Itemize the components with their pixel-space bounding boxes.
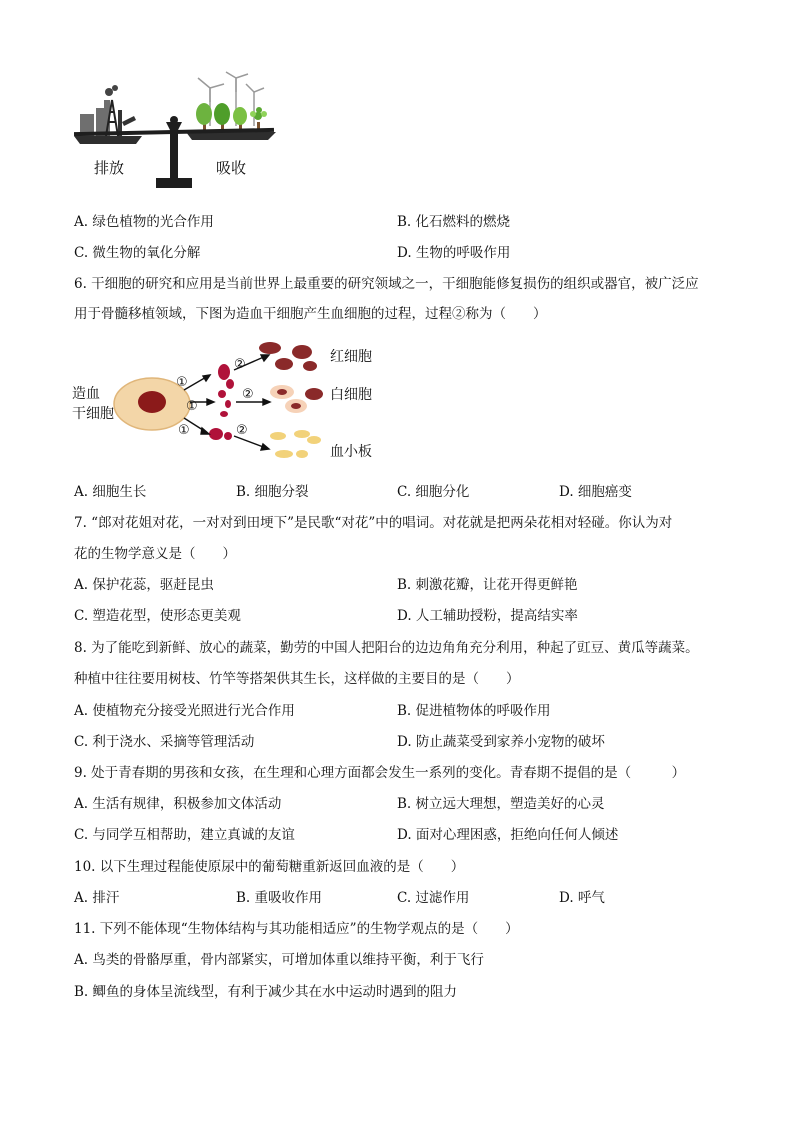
step1-label: ① bbox=[176, 375, 188, 390]
q7-option-b: B. 刺激花瓣，让花开得更鲜艳 bbox=[397, 577, 578, 593]
q6-stem-line1: 6. 干细胞的研究和应用是当前世界上最重要的研究领域之一，干细胞能修复损伤的组织或器官，被广泛应 bbox=[74, 276, 699, 292]
q10-option-c: C. 过滤作用 bbox=[397, 890, 470, 906]
carbon-balance-figure bbox=[70, 70, 280, 192]
q9-option-b: B. 树立远大理想，塑造美好的心灵 bbox=[397, 796, 605, 812]
q6-option-d: D. 细胞癌变 bbox=[559, 484, 632, 500]
white-cell-label: 白细胞 bbox=[330, 387, 372, 403]
q7-option-c: C. 塑造花型，使形态更美观 bbox=[74, 608, 241, 624]
step2-label: ② bbox=[242, 387, 254, 402]
q9-option-d: D. 面对心理困惑，拒绝向任何人倾述 bbox=[397, 827, 619, 843]
q9-option-c: C. 与同学互相帮助，建立真诚的友谊 bbox=[74, 827, 295, 843]
stem-cell-label-1: 造血 bbox=[72, 386, 100, 402]
q8-option-c: C. 利于浇水、采摘等管理活动 bbox=[74, 734, 255, 750]
step2-label: ② bbox=[234, 357, 246, 372]
q7-option-a: A. 保护花蕊，驱赶昆虫 bbox=[74, 577, 214, 593]
q6-option-c: C. 细胞分化 bbox=[397, 484, 470, 500]
red-cell-label: 红细胞 bbox=[330, 349, 372, 365]
q9-option-a: A. 生活有规律，积极参加文体活动 bbox=[74, 796, 282, 812]
platelet-label: 血小板 bbox=[330, 444, 372, 460]
q8-stem-line2: 种植中往往要用树枝、竹竿等搭架供其生长，这样做的主要目的是（ ） bbox=[74, 671, 520, 687]
stem-cell-figure bbox=[70, 336, 390, 466]
q7-stem-line2: 花的生物学意义是（ ） bbox=[74, 546, 236, 562]
q11-stem-line1: 11. 下列不能体现“生物体结构与其功能相适应”的生物学观点的是（ ） bbox=[74, 921, 519, 937]
q9-stem-line1: 9. 处于青春期的男孩和女孩，在生理和心理方面都会发生一系列的变化。青春期不提倡的是（ ） bbox=[74, 765, 686, 781]
q6-option-b: B. 细胞分裂 bbox=[236, 484, 309, 500]
q7-option-d: D. 人工辅助授粉，提高结实率 bbox=[397, 608, 578, 624]
q10-option-a: A. 排汗 bbox=[74, 890, 120, 906]
q5-option-a: A. 绿色植物的光合作用 bbox=[74, 214, 214, 230]
q7-stem-line1: 7. “郎对花姐对花，一对对到田埂下”是民歌“对花”中的唱词。对花就是把两朵花相对轻碰。你认为对 bbox=[74, 515, 673, 531]
q11-option-b: B. 鲫鱼的身体呈流线型，有利于减少其在水中运动时遇到的阻力 bbox=[74, 984, 458, 1000]
q10-option-b: B. 重吸收作用 bbox=[236, 890, 323, 906]
step1-label: ① bbox=[186, 399, 198, 414]
q10-option-d: D. 呼气 bbox=[559, 890, 605, 906]
emission-label: 排放 bbox=[94, 159, 125, 177]
left-pan bbox=[74, 136, 142, 144]
tree-icon bbox=[196, 103, 267, 132]
platelets bbox=[270, 430, 321, 458]
absorption-label: 吸收 bbox=[216, 159, 247, 177]
q6-option-a: A. 细胞生长 bbox=[74, 484, 147, 500]
q5-option-c: C. 微生物的氧化分解 bbox=[74, 245, 201, 261]
q8-stem-line1: 8. 为了能吃到新鲜、放心的蔬菜，勤劳的中国人把阳台的边边角角充分利用，种起了豇豆、黄瓜等蔬菜。 bbox=[74, 640, 699, 656]
step2-label: ② bbox=[236, 423, 248, 438]
q6-stem-line2: 用于骨髓移植领域，下图为造血干细胞产生血细胞的过程，过程②称为（ ） bbox=[74, 306, 547, 322]
q11-option-a: A. 鸟类的骨骼厚重，骨内部紧实，可增加体重以维持平衡，利于飞行 bbox=[74, 952, 484, 968]
q5-option-b: B. 化石燃料的燃烧 bbox=[397, 214, 511, 230]
q8-option-a: A. 使植物充分接受光照进行光合作用 bbox=[74, 703, 295, 719]
step1-label: ① bbox=[178, 423, 190, 438]
white-blood-cells bbox=[270, 385, 323, 413]
q5-option-d: D. 生物的呼吸作用 bbox=[397, 245, 511, 261]
q10-stem-line1: 10. 以下生理过程能使原尿中的葡萄糖重新返回血液的是（ ） bbox=[74, 859, 465, 875]
stem-cell-nucleus bbox=[138, 391, 166, 413]
q8-option-b: B. 促进植物体的呼吸作用 bbox=[397, 703, 551, 719]
q8-option-d: D. 防止蔬菜受到家养小宠物的破坏 bbox=[397, 734, 605, 750]
stem-cell-label-2: 干细胞 bbox=[72, 406, 114, 422]
